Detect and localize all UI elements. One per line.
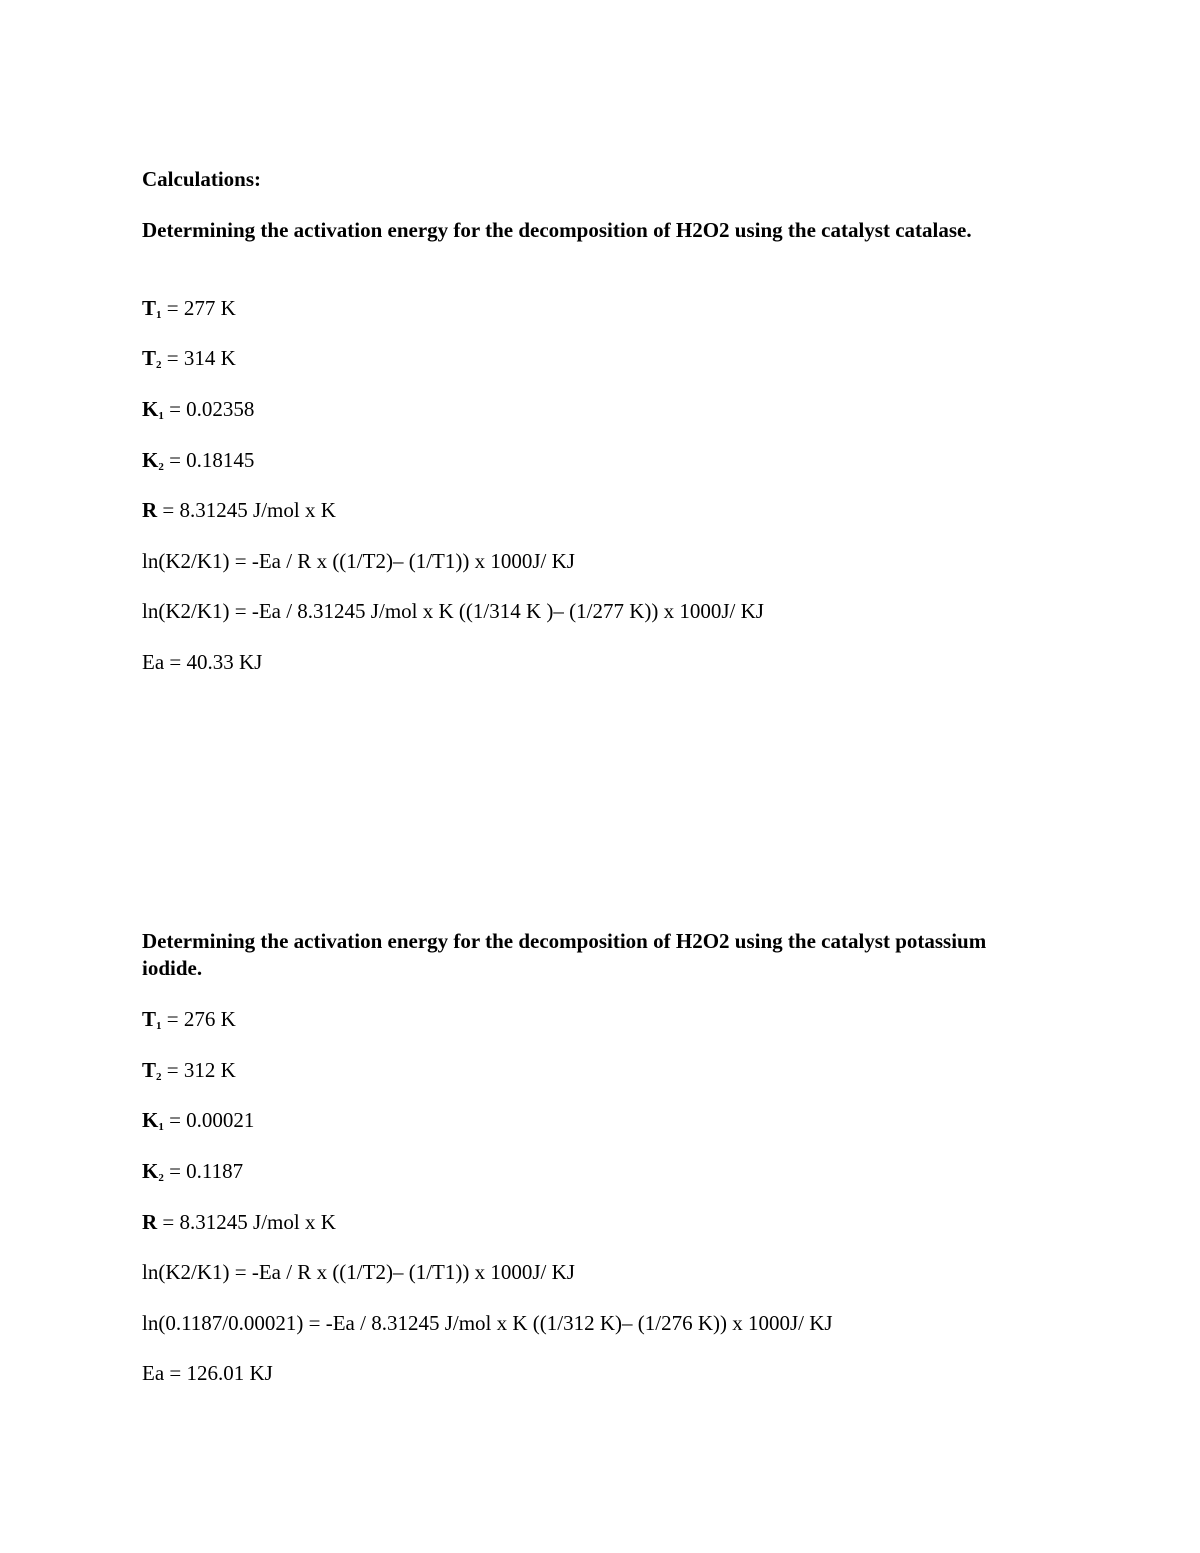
r-rest: = 8.31245 J/mol x K — [157, 1210, 336, 1234]
t2-value — [142, 1057, 236, 1090]
t2-symbol: T — [142, 346, 157, 370]
k2-subscript: 2 — [158, 461, 164, 473]
t2-rest: = 314 K — [161, 346, 236, 370]
k2-symbol: K — [142, 448, 159, 472]
t1-symbol: T — [142, 1007, 157, 1031]
k1-rest: = 0.00021 — [163, 1108, 255, 1132]
r-symbol: R — [142, 498, 158, 522]
t1-subscript: 1 — [156, 309, 162, 321]
equation-substituted: ln(K2/K1) = -Ea / 8.31245 J/mol x K ((1/314 K )– (1/277 K)) x 1000J/ KJ — [142, 599, 764, 623]
k2-value — [142, 1158, 243, 1191]
t2-value — [142, 345, 236, 378]
r-symbol: R — [142, 1210, 158, 1234]
k1-subscript: 1 — [158, 410, 164, 422]
k2-rest: = 0.18145 — [163, 448, 255, 472]
k2-rest: = 0.1187 — [163, 1159, 244, 1183]
r-value — [142, 1209, 336, 1235]
t2-subscript: 2 — [156, 359, 162, 371]
t1-value — [142, 295, 236, 328]
k1-rest: = 0.02358 — [163, 397, 255, 421]
t1-rest: = 277 K — [161, 296, 236, 320]
equation-general: ln(K2/K1) = -Ea / R x ((1/T2)– (1/T1)) x 1000J/ KJ — [142, 1260, 575, 1284]
t1-value — [142, 1006, 236, 1039]
result-ea: Ea = 40.33 KJ — [142, 650, 263, 674]
t1-rest: = 276 K — [161, 1007, 236, 1031]
page-title: Calculations: — [142, 167, 262, 191]
r-value — [142, 497, 336, 523]
section-heading-catalase: Determining the activation energy for the decomposition of H2O2 using the catalyst catalase. — [142, 218, 972, 242]
t1-subscript: 1 — [156, 1020, 162, 1032]
t2-symbol: T — [142, 1058, 157, 1082]
section-heading-potassium-iodide: Determining the activation energy for the decomposition of H2O2 using the catalyst potassium iodide. — [142, 929, 987, 980]
k1-symbol: K — [142, 397, 159, 421]
k1-value — [142, 396, 254, 429]
k2-symbol: K — [142, 1159, 159, 1183]
r-rest: = 8.31245 J/mol x K — [157, 498, 336, 522]
equation-substituted: ln(0.1187/0.00021) = -Ea / 8.31245 J/mol x K ((1/312 K)– (1/276 K)) x 1000J/ KJ — [142, 1311, 833, 1335]
k2-value — [142, 447, 254, 480]
result-ea: Ea = 126.01 KJ — [142, 1361, 273, 1385]
t1-symbol: T — [142, 296, 157, 320]
k1-subscript: 1 — [158, 1121, 164, 1133]
t2-subscript: 2 — [156, 1071, 162, 1083]
k1-value — [142, 1107, 254, 1140]
equation-general: ln(K2/K1) = -Ea / R x ((1/T2)– (1/T1)) x 1000J/ KJ — [142, 549, 575, 573]
t2-rest: = 312 K — [161, 1058, 236, 1082]
k1-symbol: K — [142, 1108, 159, 1132]
k2-subscript: 2 — [158, 1172, 164, 1184]
